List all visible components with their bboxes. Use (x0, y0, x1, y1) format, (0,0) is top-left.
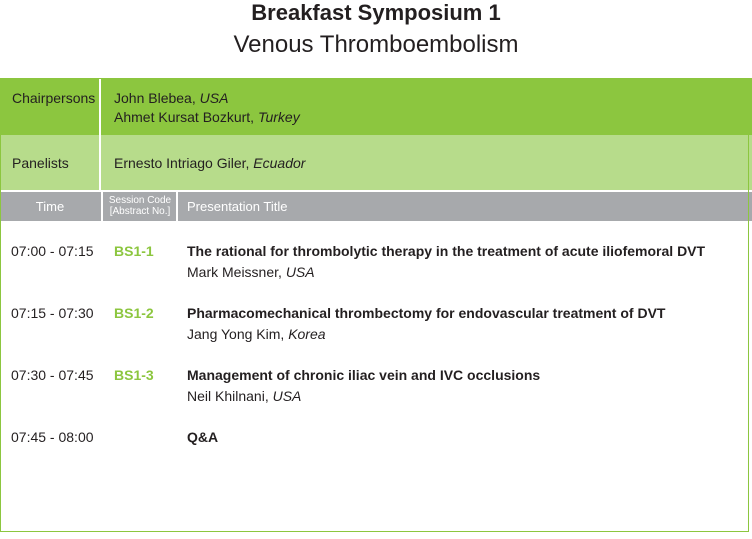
presentation-title: Q&A (187, 429, 219, 445)
chairperson-country: USA (199, 90, 229, 106)
chairperson-name: Ahmet Kursat Bozkurt, (114, 109, 258, 125)
speaker-name: Jang Yong Kim, (187, 326, 289, 342)
header-time: Time (35, 199, 65, 214)
speaker-country: Korea (288, 326, 326, 342)
panelist-country: Ecuador (253, 155, 306, 171)
header-presentation-title: Presentation Title (187, 199, 288, 214)
session-time: 07:30 - 07:45 (11, 367, 94, 383)
header-session-code-line2: [Abstract No.] (109, 206, 171, 217)
speaker-name: Mark Meissner, (187, 264, 286, 280)
speaker-name: Neil Khilnani, (187, 388, 273, 404)
page-subtitle: Venous Thromboembolism (233, 31, 519, 58)
session-time: 07:15 - 07:30 (11, 305, 94, 321)
header-session-code-line1: Session Code (108, 195, 172, 206)
session-code: BS1-3 (114, 367, 154, 383)
chairpersons-label: Chairpersons (12, 90, 96, 106)
session-time: 07:00 - 07:15 (11, 243, 94, 259)
panelist-name: Ernesto Intriago Giler, (114, 155, 254, 171)
session-code: BS1-2 (114, 305, 154, 321)
panelists-label: Panelists (12, 155, 69, 171)
speaker-country: USA (272, 388, 302, 404)
table-border (0, 78, 749, 532)
chairperson-name: John Blebea, (114, 90, 200, 106)
presentation-title: Pharmacomechanical thrombectomy for endovascular treatment of DVT (187, 305, 666, 321)
presentation-title: The rational for thrombolytic therapy in the treatment of acute iliofemoral DVT (187, 243, 706, 259)
session-time: 07:45 - 08:00 (11, 429, 94, 445)
chairperson-country: Turkey (257, 109, 300, 125)
presentation-title: Management of chronic iliac vein and IVC occlusions (187, 367, 541, 383)
page-title: Breakfast Symposium 1 (251, 0, 501, 25)
speaker-country: USA (285, 264, 315, 280)
session-code: BS1-1 (114, 243, 154, 259)
